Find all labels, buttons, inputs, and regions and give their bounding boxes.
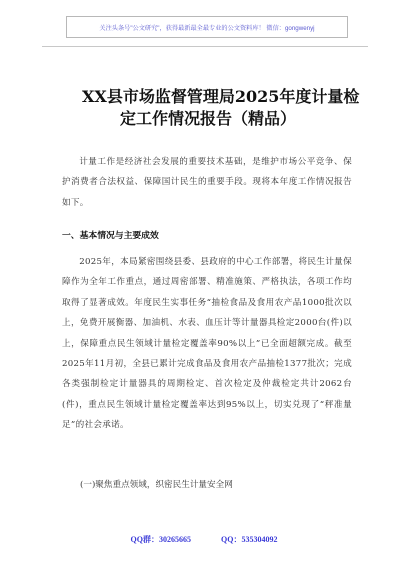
footer-qq: QQ：535304092 [221,535,278,544]
sub-heading-1: (一)聚焦重点领域，织密民生计量安全网 [80,480,233,490]
section1-block [62,252,352,436]
section1-paragraph: 2025年，本局紧密围绕县委、县政府的中心工作部署，将民生计量保障作为全年工作重点，通过周密部署、精准施策、严格执法，各项工作均取得了显著成效。年度民生实事任务“抽检食品及食用农产品1000批次以上，免费开展衡器、加油机、水表、血压计等计量器具检定2000台(件)以上，保障重点民生领域计量检定覆盖率90%以上”已全面超额完成。截至2025年11月初，全县已累计完成食品及食用农产品抽检1377批次；完成各类强制检定计量器具的周期检定、首次检定及仲裁检定共计2062台(件)，重点民生领域计量检定覆盖率达到95%以上，切实兑现了“秤准量足”的社会承诺。 [62,257,352,431]
footer-contacts [0,534,408,545]
intro-paragraph: 计量工作是经济社会发展的重要技术基础，是维护市场公平竞争、保护消费者合法权益、保障国计民生的重要手段。现将本年度工作情况报告如下。 [62,157,352,208]
header-divider [42,46,368,47]
title-line-2: 定工作情况报告（精品） [120,109,297,128]
header-banner: 关注头条号"公文研究"，获得最新最全最专业的公文资料库！ 微信：gongwenyj [66,16,348,38]
intro-block [62,152,352,213]
title-line-1: XX县市场监督管理局2025年度计量检 [82,87,360,106]
section-heading-1: 一、基本情况与主要成效 [62,231,159,241]
footer-qq-group: QQ群：30265665 [130,535,191,544]
document-title [60,86,360,130]
